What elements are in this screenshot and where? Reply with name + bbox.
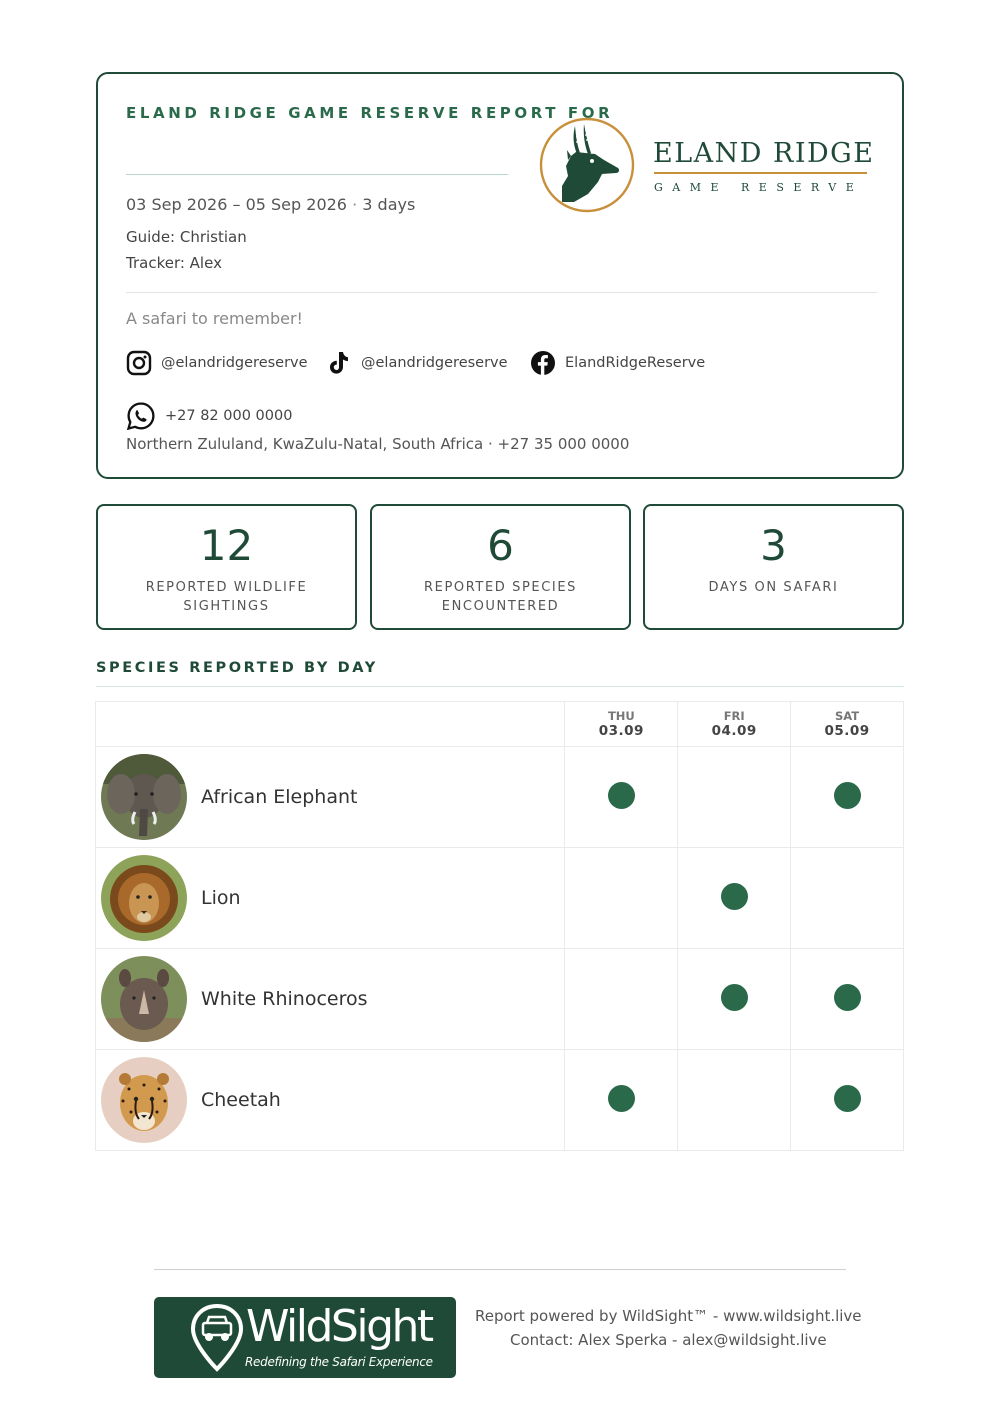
whatsapp-number: +27 82 000 0000 <box>165 408 293 424</box>
sighting-cell <box>565 1050 678 1151</box>
logo-accent-rule <box>654 172 867 174</box>
sighting-dot <box>834 782 861 809</box>
stat-label: REPORTED SPECIES ENCOUNTERED <box>424 580 577 614</box>
day-of-week: THU <box>607 709 635 723</box>
species-cell <box>96 848 565 949</box>
stat-label: REPORTED WILDLIFE SIGHTINGS <box>145 580 308 614</box>
cheetah-photo-icon <box>101 1057 187 1143</box>
sighting-cell <box>791 949 904 1050</box>
facebook-icon <box>530 350 556 376</box>
tiktok-icon <box>328 350 352 376</box>
species-name: White Rhinoceros <box>201 988 368 1010</box>
instagram-handle: @elandridgereserve <box>161 355 308 371</box>
species-cell <box>96 1050 565 1151</box>
instagram-icon <box>126 350 152 376</box>
whatsapp-icon <box>126 401 156 431</box>
species-table <box>95 701 904 1151</box>
day-date: 04.09 <box>711 723 757 739</box>
sighting-dot <box>834 984 861 1011</box>
trip-duration: 3 days <box>362 195 416 214</box>
elephant-photo-icon <box>101 754 187 840</box>
day-column-header <box>791 702 904 747</box>
tiktok-link[interactable] <box>328 350 508 376</box>
sighting-cell <box>791 1050 904 1151</box>
date-range: 03 Sep 2026 – 05 Sep 2026 <box>126 195 347 214</box>
sighting-cell <box>565 949 678 1050</box>
whatsapp-link[interactable] <box>126 401 292 431</box>
sighting-dot <box>834 1085 861 1112</box>
sighting-cell <box>791 848 904 949</box>
day-column-header <box>565 702 678 747</box>
map-pin-icon <box>190 1303 244 1377</box>
day-date: 03.09 <box>598 723 644 739</box>
title-divider <box>126 174 508 175</box>
report-title: ELAND RIDGE GAME RESERVE REPORT FOR <box>126 104 614 122</box>
instagram-link[interactable] <box>126 350 308 376</box>
footer-divider <box>154 1269 846 1270</box>
stat-card-sightings <box>96 504 357 630</box>
sighting-cell <box>565 747 678 848</box>
logo-wordmark: ELAND RIDGE <box>653 138 875 169</box>
stat-value: 3 <box>760 521 787 570</box>
sighting-cell <box>791 747 904 848</box>
report-header-card <box>96 72 904 479</box>
day-date: 05.09 <box>824 723 870 739</box>
stat-label: DAYS ON SAFARI <box>708 580 839 595</box>
species-name: Lion <box>201 887 241 909</box>
sighting-cell <box>678 1050 791 1151</box>
species-section-title: SPECIES REPORTED BY DAY <box>96 660 378 676</box>
table-row <box>96 949 904 1050</box>
species-name: African Elephant <box>201 786 358 808</box>
trip-dates <box>126 195 415 214</box>
tagline: A safari to remember! <box>126 309 303 328</box>
sighting-cell <box>565 848 678 949</box>
day-column-header <box>678 702 791 747</box>
wildsight-wordmark: WildSight <box>246 1301 432 1352</box>
species-cell <box>96 747 565 848</box>
section-divider <box>96 686 904 687</box>
day-of-week: SAT <box>834 709 860 723</box>
powered-by-text: Report powered by WildSight™ - www.wildsight.live <box>475 1307 862 1325</box>
logo-subtitle: GAME RESERVE <box>654 181 864 194</box>
guide-name: Guide: Christian <box>126 228 247 246</box>
rhino-photo-icon <box>101 956 187 1042</box>
sighting-dot <box>608 782 635 809</box>
stat-card-days <box>643 504 904 630</box>
sighting-dot <box>721 984 748 1011</box>
stat-value: 6 <box>487 521 514 570</box>
lion-photo-icon <box>101 855 187 941</box>
sighting-cell <box>678 747 791 848</box>
tracker-name: Tracker: Alex <box>126 254 222 272</box>
species-name: Cheetah <box>201 1089 281 1111</box>
sighting-cell <box>678 848 791 949</box>
stat-value: 12 <box>199 521 254 570</box>
tiktok-handle: @elandridgereserve <box>361 355 508 371</box>
table-header-row <box>96 702 904 747</box>
contact-text: Contact: Alex Sperka - alex@wildsight.live <box>510 1331 827 1349</box>
wildsight-logo[interactable] <box>154 1297 456 1378</box>
sighting-cell <box>678 949 791 1050</box>
facebook-link[interactable] <box>530 350 705 376</box>
table-row <box>96 848 904 949</box>
table-row <box>96 1050 904 1151</box>
facebook-handle: ElandRidgeReserve <box>565 355 706 371</box>
species-cell <box>96 949 565 1050</box>
species-column-header <box>96 702 565 747</box>
date-separator: · <box>352 195 358 214</box>
header-divider <box>126 292 877 293</box>
wildsight-tagline: Redefining the Safari Experience <box>245 1355 433 1369</box>
reserve-address: Northern Zululand, KwaZulu-Natal, South Africa · +27 35 000 0000 <box>126 435 630 453</box>
stat-card-species <box>370 504 631 630</box>
sighting-dot <box>721 883 748 910</box>
table-row <box>96 747 904 848</box>
eland-ridge-logo-icon <box>538 116 636 218</box>
sighting-dot <box>608 1085 635 1112</box>
day-of-week: FRI <box>723 709 745 723</box>
